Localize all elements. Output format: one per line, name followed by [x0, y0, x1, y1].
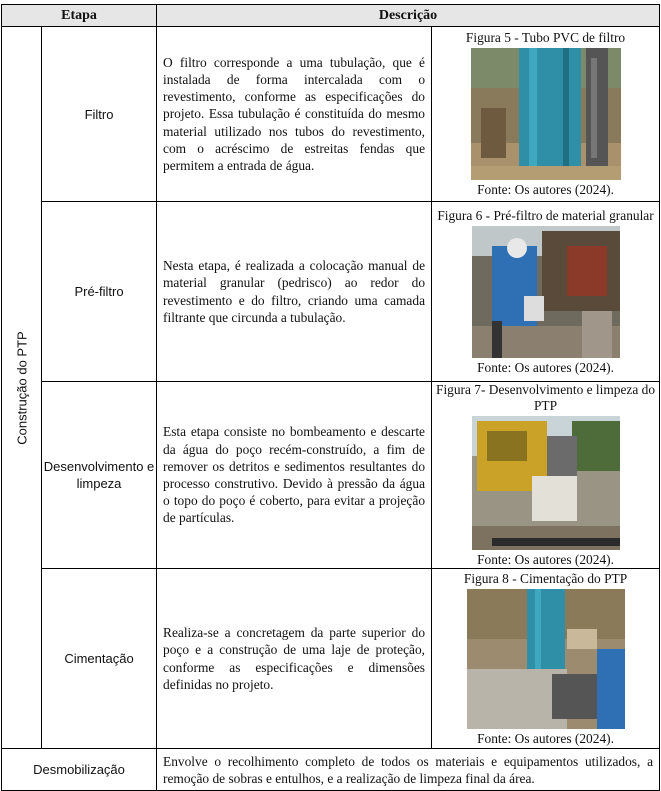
stage-cell: Filtro — [42, 27, 157, 202]
table-row — [2, 569, 660, 749]
figure-caption: Figura 7- Desenvolvimento e limpeza do PTP — [436, 382, 656, 413]
group-cell — [2, 27, 42, 749]
figure-source: Fonte: Os autores (2024). — [477, 552, 614, 567]
pvc-filter-pipe-photo — [471, 48, 621, 180]
table-row — [2, 382, 660, 569]
table-row — [2, 202, 660, 382]
figure-cell — [432, 27, 660, 202]
figure-cell — [432, 382, 660, 569]
figure-cell — [432, 202, 660, 382]
stage-cell: Desenvolvimento e limpeza — [42, 382, 157, 569]
figure-source: Fonte: Os autores (2024). — [477, 182, 614, 197]
stage-cell: Cimentação — [42, 569, 157, 749]
table-row — [2, 749, 660, 791]
pre-filter-photo — [472, 226, 620, 358]
stages-table — [1, 4, 660, 791]
table-row — [2, 27, 660, 202]
figure-caption: Figura 6 - Pré-filtro de material granular — [437, 207, 654, 223]
figure-source: Fonte: Os autores (2024). — [477, 730, 614, 746]
description-cell: Esta etapa consiste no bombeamento e descarte da água do poço recém-construído, a fim de remover os detritos e sedimentos resultantes do processo construtivo. Devido à pressão da água o topo do poço é coberto, para evitar a projeção de partículas. — [157, 382, 432, 569]
cementing-photo — [467, 589, 625, 729]
description-cell: O filtro corresponde a uma tubulação, que é instalada de forma intercalada com o revestimento, conforme as especificações do projeto. Essa tubulação é constituída do mesmo material utilizado nos tubos do revestimento, com o acréscimo de estreitas fendas que permitem a entrada de água. — [157, 27, 432, 202]
description-cell: Nesta etapa, é realizada a colocação manual de material granular (pedrisco) ao redor do revestimento e do filtro, criando uma camada filtrante que circunda a tubulação. — [157, 202, 432, 382]
header-stage: Etapa — [2, 5, 157, 27]
figure-source: Fonte: Os autores (2024). — [477, 359, 614, 375]
header-row — [2, 5, 660, 27]
figure-caption: Figura 8 - Cimentação do PTP — [463, 570, 628, 586]
description-cell: Envolve o recolhimento completo de todos os materiais e equipamentos utilizados, a remoção de sobras e entulhos, e a realização de limpeza final da área. — [157, 749, 660, 791]
header-description: Descrição — [157, 5, 660, 27]
figure-cell — [432, 569, 660, 749]
description-cell: Realiza-se a concretagem da parte superior do poço e a construção de uma laje de proteção, conforme as especificações e dimensões definidas no projeto. — [157, 569, 432, 749]
stage-cell: Desmobilização — [2, 749, 157, 791]
stage-cell: Pré-filtro — [42, 202, 157, 382]
group-label: Construção do PTP — [14, 330, 29, 445]
figure-caption: Figura 5 - Tubo PVC de filtro — [465, 30, 626, 45]
well-development-photo — [472, 416, 620, 550]
